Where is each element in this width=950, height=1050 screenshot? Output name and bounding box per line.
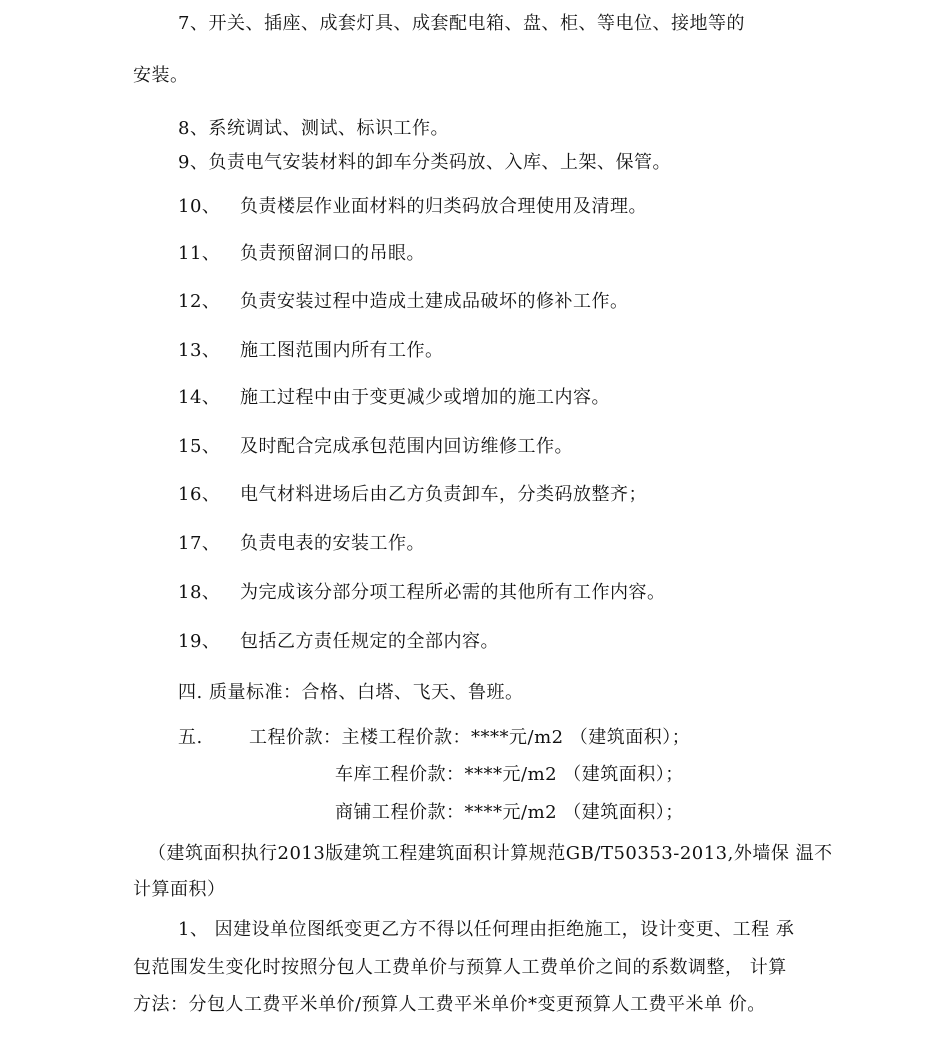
list-item-text: 负责安装过程中造成土建成品破坏的修补工作。 — [240, 291, 629, 312]
list-item-text: 施工过程中由于变更减少或增加的施工内容。 — [240, 387, 610, 408]
list-item-number: 10、 — [178, 196, 221, 217]
list-item-19 — [178, 630, 499, 654]
paragraph-1-line-2: 包范围发生变化时按照分包人工费单价与预算人工费单价之间的系数调整， 计算 — [133, 957, 787, 978]
list-item-10 — [178, 195, 647, 219]
list-item-11 — [178, 242, 425, 266]
list-item-text: 电气材料进场后由乙方负责卸车，分类码放整齐； — [240, 484, 647, 505]
list-item-number: 14、 — [178, 387, 221, 408]
list-item-number: 11、 — [178, 243, 221, 264]
paragraph-1-line-1: 1、 因建设单位图纸变更乙方不得以任何理由拒绝施工，设计变更、工程 承 — [178, 919, 795, 940]
list-item-number: 19、 — [178, 631, 221, 652]
item-8: 8、系统调试、测试、标识工作。 — [178, 118, 449, 139]
list-item-number: 13、 — [178, 340, 221, 361]
list-item-12 — [178, 290, 629, 314]
item-7-line-2: 安装。 — [133, 65, 189, 86]
list-item-15 — [178, 435, 573, 459]
list-item-text: 负责预留洞口的吊眼。 — [240, 243, 425, 264]
section-number: 五. — [178, 727, 203, 748]
area-note-line-1: （建筑面积执行2013版建筑工程建筑面积计算规范GB/T50353-2013,外墙保 温不 — [148, 843, 833, 864]
list-item-text: 负责楼层作业面材料的归类码放合理使用及清理。 — [240, 196, 647, 217]
list-item-18 — [178, 581, 666, 605]
area-note-line-2: 计算面积） — [133, 879, 226, 900]
list-item-text: 为完成该分部分项工程所必需的其他所有工作内容。 — [240, 582, 666, 603]
paragraph-1-line-3: 方法：分包人工费平米单价/预算人工费平米单价*变更预算人工费平米单 价。 — [133, 994, 766, 1015]
list-item-16 — [178, 483, 647, 507]
list-item-number: 16、 — [178, 484, 221, 505]
list-item-number: 18、 — [178, 582, 221, 603]
list-item-text: 施工图范围内所有工作。 — [240, 340, 444, 361]
list-item-text: 负责电表的安装工作。 — [240, 533, 425, 554]
list-item-text: 及时配合完成承包范围内回访维修工作。 — [240, 436, 573, 457]
item-7-line-1: 7、开关、插座、成套灯具、成套配电箱、盘、柜、等电位、接地等的 — [178, 13, 745, 34]
list-item-number: 12、 — [178, 291, 221, 312]
list-item-17 — [178, 532, 425, 556]
list-item-14 — [178, 386, 610, 410]
list-item-13 — [178, 339, 444, 363]
price-garage-line: 车库工程价款：****元/m2 （建筑面积）； — [335, 764, 684, 785]
price-shop-line: 商铺工程价款：****元/m2 （建筑面积）； — [335, 802, 684, 823]
list-item-number: 15、 — [178, 436, 221, 457]
price-main-line — [178, 726, 690, 750]
item-9: 9、负责电气安装材料的卸车分类码放、入库、上架、保管。 — [178, 152, 671, 173]
price-main-text: 工程价款：主楼工程价款：****元/m2 （建筑面积）； — [249, 727, 691, 748]
list-item-text: 包括乙方责任规定的全部内容。 — [240, 631, 499, 652]
list-item-number: 17、 — [178, 533, 221, 554]
quality-standard-heading: 四. 质量标准：合格、白塔、飞天、鲁班。 — [178, 682, 524, 703]
